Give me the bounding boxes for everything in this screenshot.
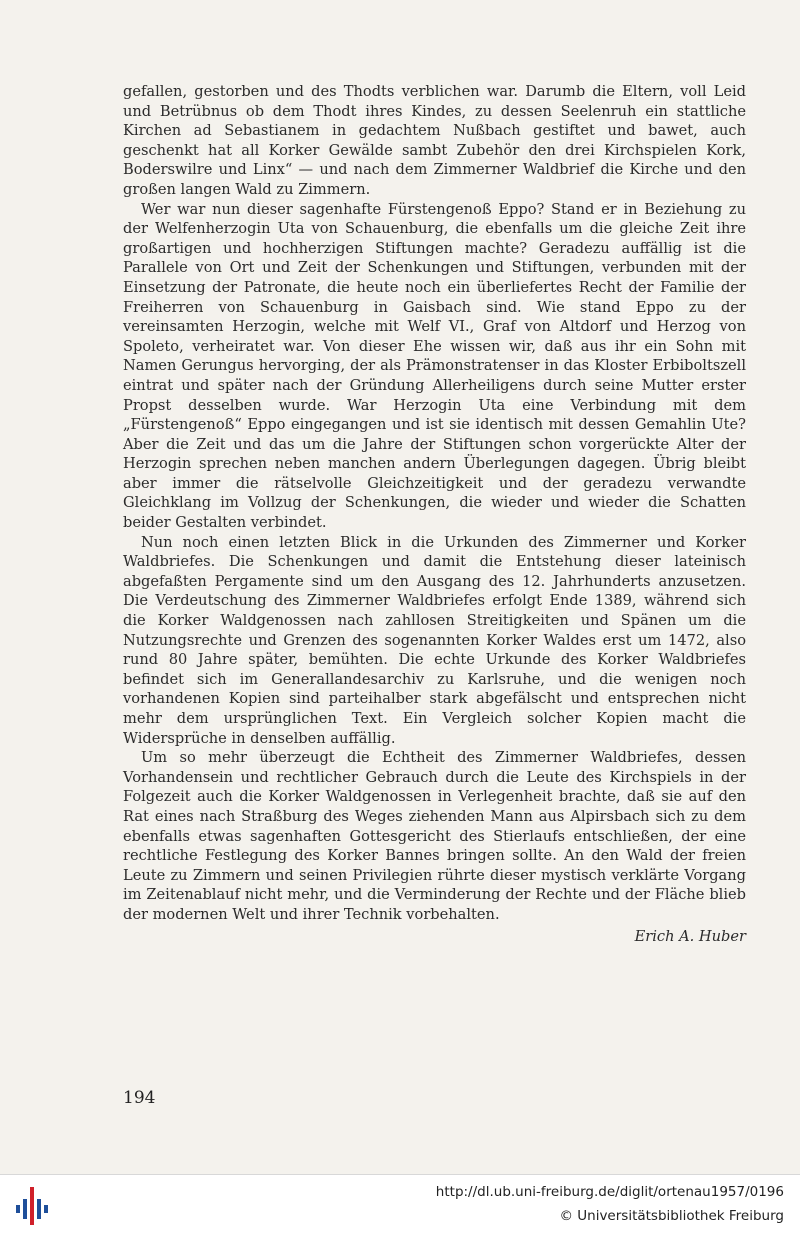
copyright-notice: © Universitätsbibliothek Freiburg	[559, 1208, 784, 1224]
author-signature: Erich A. Huber	[634, 927, 746, 945]
page-number: 194	[123, 1088, 156, 1108]
paragraph-2: Wer war nun dieser sagenhafte Fürstengenoß Eppo? Stand er in Beziehung zu der Welfenherzogin Uta von Schauenburg, die ebenfalls um die gleiche Zeit ihre großartigen und hochherzigen Stiftungen machte? Geradezu auffällig ist die Parallele von Ort und Zeit der Schenkungen und Stiftungen, verbunden mit der Einsetzung der Patronate, die heute noch ein überliefertes Recht der Familie der Freiherren von Schauenburg in Gaisbach sind. Wie stand Eppo zu der vereinsamten Herzogin, welche mit Welf VI., Graf von Altdorf und Herzog von Spoleto, verheiratet war. Von dieser Ehe wissen wir, daß aus ihr ein Sohn mit Namen Gerungus hervorging, der als Prämonstratenser in das Kloster Erbiboltszell eintrat und später nach der Gründung Allerheiligens durch seine Mutter erster Propst desselben wurde. War Herzogin Uta eine Verbindung mit dem „Fürstengenoß“ Eppo eingegangen und ist sie identisch mit dessen Gemahlin Ute? Aber die Zeit und das um die Jahre der Stiftungen schon vorgerückte Alter der Herzogin sprechen neben manchen andern Überlegungen dagegen. Übrig bleibt aber immer die rätselvolle Gleichzeitigkeit und der geradezu verwandte Gleichklang im Vollzug der Schenkungen, die wieder und wieder die Schatten beider Gestalten verbindet.	[123, 200, 746, 532]
ub-freiburg-logo-icon[interactable]	[12, 1185, 52, 1227]
paragraph-4: Um so mehr überzeugt die Echtheit des Zimmerner Waldbriefes, dessen Vorhandensein und rechtlicher Gebrauch durch die Leute des Kirchspiels in der Folgezeit auch die Korker Waldgenossen in Verlegenheit brachte, daß sie auf den Rat eines nach Straßburg des Weges ziehenden Mann aus Alpirsbach sich zu dem ebenfalls etwas sagenhaften Gottesgericht des Stierlaufs entschließen, der eine rechtliche Festlegung des Korker Bannes bringen sollte. An den Wald der freien Leute zu Zimmern und seinen Privilegien rührte dieser mystisch verklärte Vorgang im Zeitenablauf nicht mehr, und die Verminderung der Rechte und der Fläche blieb der modernen Welt und ihrer Technik vorbehalten.	[123, 749, 746, 923]
article-body	[123, 82, 746, 946]
viewer-footer	[0, 1174, 800, 1233]
source-url-link[interactable]: http://dl.ub.uni-freiburg.de/diglit/ortenau1957/0196	[435, 1184, 784, 1200]
paragraph-3: Nun noch einen letzten Blick in die Urkunden des Zimmerner und Korker Waldbriefes. Die Schenkungen und damit die Entstehung dieser lateinisch abgefaßten Pergamente sind um den Ausgang des 12. Jahrhunderts anzusetzen. Die Verdeutschung des Zimmerner Waldbriefes erfolgt Ende 1389, während sich die Korker Waldgenossen nach zahllosen Streitigkeiten und Spänen um die Nutzungsrechte und Grenzen des sogenannten Korker Waldes erst um 1472, also rund 80 Jahre später, bemühten. Die echte Urkunde des Korker Waldbriefes befindet sich im Generallandesarchiv zu Karlsruhe, und die wenigen noch vorhandenen Kopien sind parteihalber stark abgefälscht und entsprechen nicht mehr dem ursprünglichen Text. Ein Vergleich solcher Kopien macht die Widersprüche in denselben auffällig.	[123, 533, 746, 747]
paragraph-1: gefallen, gestorben und des Thodts verblichen war. Darumb die Eltern, voll Leid und Betrübnus ob dem Thodt ihres Kindes, zu dessen Seelenruh ein stattliche Kirchen ad Sebastianem in gedachtem Nußbach gestiftet und bawet, auch geschenkt hat all Korker Gewälde sambt Zubehör den drei Kirchspielen Kork, Boderswilre und Linx“ — und nach dem Zimmerner Waldbrief die Kirche und den großen langen Wald zu Zimmern.	[123, 83, 746, 198]
